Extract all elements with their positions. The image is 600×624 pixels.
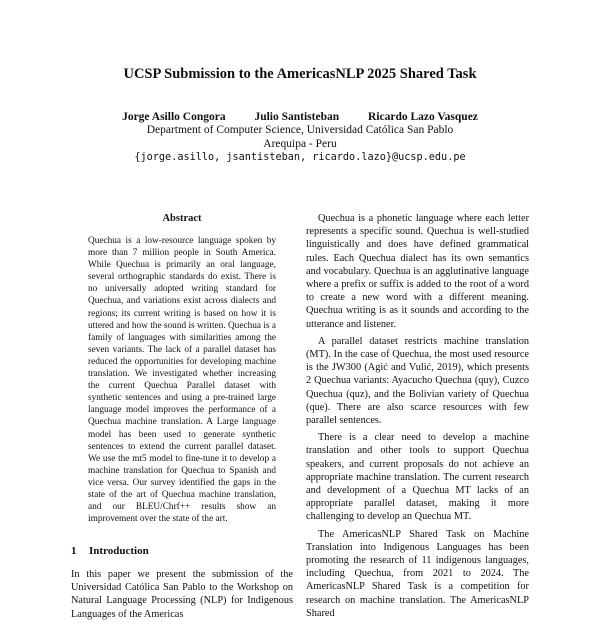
author-emails: {jorge.asillo, jsantisteban, ricardo.lazo}@ucsp.edu.pe xyxy=(134,152,466,163)
affiliation-department: Department of Computer Science, Universidad Católica San Pablo xyxy=(146,124,454,136)
paragraph: The AmericasNLP Shared Task on Machine Translation into Indigenous Languages has been promoting the research of 11 indigenous languages, including Quechua, from 2021 to 2024. The AmericasNLP Shared Task is a competition for research on machine translation. The AmericasNLP Shared xyxy=(306,528,529,619)
paragraph: A parallel dataset restricts machine translation (MT). In the case of Quechua, the most used resource is the JW300 (Agić and Vulić, 2019), which presents 2 Quechua variants: Ayacucho Quechua (quy), Cuzco Quechua (quz), and the Bolivian variety of Quechua (que). There are also scarce resources with few parallel sentences. xyxy=(306,335,529,427)
abstract-text: Quechua is a low-resource language spoken by more than 7 million people in South America. While Quechua is primarily an oral language, several orthographic standards do exist. There is no universally adopted writing standard for Quechua, and variations exist across dialects and regions; its current writing is based on how it is uttered and how the sound is written. Quechua is a family of languages with similarities among the seven variants. The lack of a parallel dataset has reduced the opportunities for developing machine translation. We investigated whether increasing the current Quechua Parallel dataset with synthetic sentences and using a pre-trained large language model improves the performance of a Quechua machine translation. A Large language model has been used to generate synthetic sentences to extend the current parallel dataset. We use the mt5 model to fine-tune it to develop a machine translation for Quechua to Spanish and vice versa. Our survey identified the gaps in the state of the art of Quechua machine translation, and our BLEU/Chrf++ results show an improvement over the state of the art. xyxy=(88,236,276,525)
abstract-heading: Abstract xyxy=(162,213,202,224)
author-name: Jorge Asillo Congora xyxy=(122,111,226,123)
affiliation-location: Arequipa - Peru xyxy=(263,138,337,150)
section-title: Introduction xyxy=(89,545,149,557)
paragraph: Quechua is a phonetic language where each letter represents a specific sound. Quechua is well-studied linguistically and does have defined grammatical rules. Each Quechua dialect has its own semantics and vocabulary. Quechua is an agglutinative language where a prefix or suffix is added to the root of a word to create a new word with a different meaning. Quechua writing is as it sounds and according to the utterance and listener. xyxy=(306,213,529,330)
section-heading-introduction xyxy=(71,545,149,557)
right-column-body xyxy=(306,212,529,624)
paper-title: UCSP Submission to the AmericasNLP 2025 Shared Task xyxy=(123,66,477,82)
author-name: Julio Santisteban xyxy=(254,111,340,123)
author-name: Ricardo Lazo Vasquez xyxy=(368,111,478,123)
paragraph: There is a clear need to develop a machine translation and other tools to support Quechua speakers, and current proposals do not achieve an appropriate machine translation. The current research and development of a Quechua MT lacks of an appropriate parallel dataset, making it more challenging to develop an Quechua MT. xyxy=(306,432,529,523)
author-list xyxy=(0,111,600,123)
abstract-body xyxy=(88,235,276,525)
introduction-body: In this paper we present the submission of the Universidad Católica San Pablo to the Workshop on Natural Language Processing (NLP) for Indigenous Languages of the Americas xyxy=(71,569,293,620)
section-number: 1 xyxy=(71,545,77,557)
